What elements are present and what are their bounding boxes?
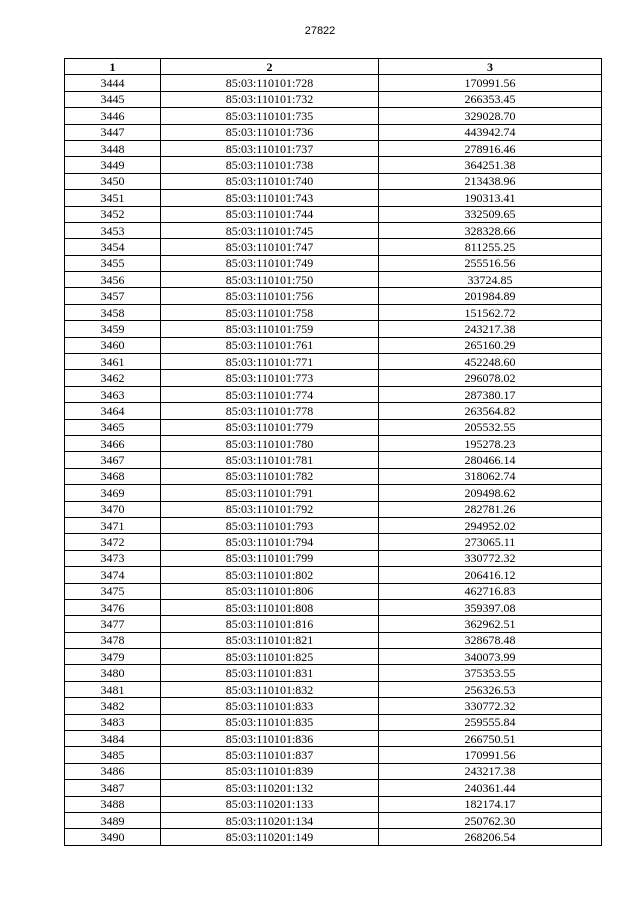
table-cell-col-2: 85:03:110101:794	[161, 534, 379, 550]
table-row	[65, 108, 602, 124]
table-row	[65, 124, 602, 140]
table-row	[65, 222, 602, 238]
table-row	[65, 567, 602, 583]
table-row	[65, 419, 602, 435]
table-cell-col-1: 3484	[65, 731, 161, 747]
table-cell-col-2: 85:03:110101:761	[161, 337, 379, 353]
table-cell-col-1: 3464	[65, 403, 161, 419]
table-row	[65, 665, 602, 681]
table-cell-col-3: 243217.38	[379, 763, 602, 779]
table-cell-col-2: 85:03:110101:732	[161, 91, 379, 107]
table-cell-col-1: 3454	[65, 239, 161, 255]
table-cell-col-3: 364251.38	[379, 157, 602, 173]
table-cell-col-1: 3452	[65, 206, 161, 222]
table-row	[65, 255, 602, 271]
table-row	[65, 780, 602, 796]
table-cell-col-1: 3456	[65, 272, 161, 288]
column-header-1: 1	[65, 59, 161, 75]
table-cell-col-2: 85:03:110101:758	[161, 304, 379, 320]
table-cell-col-2: 85:03:110101:759	[161, 321, 379, 337]
table-row	[65, 206, 602, 222]
table-cell-col-3: 33724.85	[379, 272, 602, 288]
table-cell-col-3: 250762.30	[379, 812, 602, 828]
table-row	[65, 272, 602, 288]
table-cell-col-2: 85:03:110101:749	[161, 255, 379, 271]
table-row	[65, 157, 602, 173]
table-cell-col-1: 3489	[65, 812, 161, 828]
table-cell-col-3: 318062.74	[379, 468, 602, 484]
table-cell-col-1: 3477	[65, 616, 161, 632]
table-cell-col-2: 85:03:110101:792	[161, 501, 379, 517]
table-cell-col-1: 3472	[65, 534, 161, 550]
table-cell-col-1: 3446	[65, 108, 161, 124]
table-cell-col-1: 3455	[65, 255, 161, 271]
table-cell-col-3: 282781.26	[379, 501, 602, 517]
table-cell-col-3: 328678.48	[379, 632, 602, 648]
table-row	[65, 452, 602, 468]
table-cell-col-1: 3451	[65, 190, 161, 206]
table-row	[65, 796, 602, 812]
table-cell-col-3: 332509.65	[379, 206, 602, 222]
table-cell-col-3: 266750.51	[379, 731, 602, 747]
table-cell-col-2: 85:03:110101:781	[161, 452, 379, 468]
table-cell-col-1: 3471	[65, 517, 161, 533]
table-cell-col-1: 3482	[65, 698, 161, 714]
table-row	[65, 403, 602, 419]
table-cell-col-3: 359397.08	[379, 599, 602, 615]
table-cell-col-2: 85:03:110101:745	[161, 222, 379, 238]
table-cell-col-3: 170991.56	[379, 75, 602, 91]
table-cell-col-1: 3450	[65, 173, 161, 189]
table-cell-col-2: 85:03:110101:750	[161, 272, 379, 288]
page-number: 27822	[304, 25, 336, 37]
table-cell-col-1: 3488	[65, 796, 161, 812]
table-row	[65, 501, 602, 517]
table-cell-col-2: 85:03:110101:832	[161, 681, 379, 697]
table-cell-col-3: 362962.51	[379, 616, 602, 632]
table-cell-col-1: 3467	[65, 452, 161, 468]
table-cell-col-3: 206416.12	[379, 567, 602, 583]
table-row	[65, 731, 602, 747]
table-cell-col-1: 3474	[65, 567, 161, 583]
table-cell-col-3: 280466.14	[379, 452, 602, 468]
column-header-3: 3	[379, 59, 602, 75]
table-cell-col-2: 85:03:110101:744	[161, 206, 379, 222]
table-cell-col-2: 85:03:110101:780	[161, 435, 379, 451]
table-cell-col-3: 443942.74	[379, 124, 602, 140]
table-cell-col-1: 3461	[65, 354, 161, 370]
table-cell-col-3: 294952.02	[379, 517, 602, 533]
table-cell-col-3: 151562.72	[379, 304, 602, 320]
table-cell-col-3: 375353.55	[379, 665, 602, 681]
table-cell-col-3: 340073.99	[379, 649, 602, 665]
table-row	[65, 91, 602, 107]
table-row	[65, 354, 602, 370]
table-row	[65, 190, 602, 206]
table-row	[65, 812, 602, 828]
table-cell-col-1: 3444	[65, 75, 161, 91]
table-cell-col-2: 85:03:110101:735	[161, 108, 379, 124]
table-cell-col-2: 85:03:110101:793	[161, 517, 379, 533]
table-cell-col-2: 85:03:110101:778	[161, 403, 379, 419]
table-cell-col-3: 452248.60	[379, 354, 602, 370]
table-cell-col-3: 296078.02	[379, 370, 602, 386]
column-header-2: 2	[161, 59, 379, 75]
table-cell-col-1: 3459	[65, 321, 161, 337]
table-row	[65, 649, 602, 665]
table-cell-col-1: 3462	[65, 370, 161, 386]
table-cell-col-2: 85:03:110201:134	[161, 812, 379, 828]
table-cell-col-1: 3457	[65, 288, 161, 304]
table-header	[65, 59, 602, 75]
table-row	[65, 698, 602, 714]
table-cell-col-2: 85:03:110101:779	[161, 419, 379, 435]
table-cell-col-2: 85:03:110101:837	[161, 747, 379, 763]
table-cell-col-3: 213438.96	[379, 173, 602, 189]
table-cell-col-3: 330772.32	[379, 550, 602, 566]
table-cell-col-2: 85:03:110101:791	[161, 485, 379, 501]
table-cell-col-3: 462716.83	[379, 583, 602, 599]
table-cell-col-3: 243217.38	[379, 321, 602, 337]
table-cell-col-2: 85:03:110101:799	[161, 550, 379, 566]
table-cell-col-1: 3466	[65, 435, 161, 451]
table-cell-col-2: 85:03:110101:737	[161, 140, 379, 156]
table-row	[65, 632, 602, 648]
table-cell-col-1: 3469	[65, 485, 161, 501]
table-cell-col-3: 205532.55	[379, 419, 602, 435]
table-row	[65, 321, 602, 337]
table-cell-col-3: 287380.17	[379, 386, 602, 402]
table-cell-col-1: 3481	[65, 681, 161, 697]
table-cell-col-3: 195278.23	[379, 435, 602, 451]
table-row	[65, 140, 602, 156]
data-table	[64, 58, 602, 846]
table-cell-col-1: 3460	[65, 337, 161, 353]
table-cell-col-1: 3458	[65, 304, 161, 320]
table-cell-col-1: 3483	[65, 714, 161, 730]
table-cell-col-3: 263564.82	[379, 403, 602, 419]
table-cell-col-2: 85:03:110101:743	[161, 190, 379, 206]
table-body	[65, 75, 602, 845]
table-row	[65, 468, 602, 484]
table-cell-col-2: 85:03:110101:747	[161, 239, 379, 255]
table-row	[65, 75, 602, 91]
table-row	[65, 714, 602, 730]
table-cell-col-2: 85:03:110101:782	[161, 468, 379, 484]
table-cell-col-2: 85:03:110201:149	[161, 829, 379, 845]
table-cell-col-1: 3473	[65, 550, 161, 566]
table-cell-col-1: 3479	[65, 649, 161, 665]
table-cell-col-1: 3490	[65, 829, 161, 845]
table-cell-col-1: 3480	[65, 665, 161, 681]
table-cell-col-3: 265160.29	[379, 337, 602, 353]
table-row	[65, 616, 602, 632]
header-row	[65, 59, 602, 75]
table-cell-col-2: 85:03:110101:821	[161, 632, 379, 648]
table-cell-col-2: 85:03:110101:771	[161, 354, 379, 370]
table-cell-col-1: 3486	[65, 763, 161, 779]
table-cell-col-2: 85:03:110101:736	[161, 124, 379, 140]
table-row	[65, 239, 602, 255]
table-cell-col-2: 85:03:110101:816	[161, 616, 379, 632]
table-cell-col-3: 278916.46	[379, 140, 602, 156]
table-cell-col-2: 85:03:110101:806	[161, 583, 379, 599]
table-cell-col-1: 3468	[65, 468, 161, 484]
table-cell-col-3: 266353.45	[379, 91, 602, 107]
table-row	[65, 747, 602, 763]
table-cell-col-1: 3485	[65, 747, 161, 763]
table-cell-col-2: 85:03:110101:833	[161, 698, 379, 714]
table-cell-col-2: 85:03:110101:808	[161, 599, 379, 615]
table-cell-col-3: 201984.89	[379, 288, 602, 304]
table-cell-col-2: 85:03:110101:738	[161, 157, 379, 173]
table-row	[65, 583, 602, 599]
table-cell-col-2: 85:03:110101:825	[161, 649, 379, 665]
table-cell-col-1: 3487	[65, 780, 161, 796]
table-cell-col-2: 85:03:110101:756	[161, 288, 379, 304]
table-row	[65, 337, 602, 353]
table-cell-col-2: 85:03:110101:839	[161, 763, 379, 779]
table-cell-col-2: 85:03:110201:132	[161, 780, 379, 796]
table-cell-col-3: 811255.25	[379, 239, 602, 255]
table-cell-col-1: 3449	[65, 157, 161, 173]
table-cell-col-1: 3445	[65, 91, 161, 107]
table-row	[65, 435, 602, 451]
table-cell-col-2: 85:03:110101:773	[161, 370, 379, 386]
table-cell-col-3: 259555.84	[379, 714, 602, 730]
table-row	[65, 763, 602, 779]
table-cell-col-3: 182174.17	[379, 796, 602, 812]
table-cell-col-3: 268206.54	[379, 829, 602, 845]
table-cell-col-2: 85:03:110101:835	[161, 714, 379, 730]
table-cell-col-1: 3475	[65, 583, 161, 599]
table-cell-col-2: 85:03:110101:836	[161, 731, 379, 747]
table-cell-col-1: 3463	[65, 386, 161, 402]
table-row	[65, 534, 602, 550]
table-row	[65, 370, 602, 386]
table-cell-col-3: 329028.70	[379, 108, 602, 124]
table-cell-col-2: 85:03:110201:133	[161, 796, 379, 812]
table-cell-col-3: 273065.11	[379, 534, 602, 550]
table-cell-col-3: 255516.56	[379, 255, 602, 271]
table-cell-col-2: 85:03:110101:774	[161, 386, 379, 402]
table-cell-col-1: 3470	[65, 501, 161, 517]
table-row	[65, 288, 602, 304]
table-cell-col-3: 190313.41	[379, 190, 602, 206]
table-row	[65, 386, 602, 402]
table-cell-col-2: 85:03:110101:740	[161, 173, 379, 189]
table-cell-col-3: 330772.32	[379, 698, 602, 714]
table-cell-col-1: 3465	[65, 419, 161, 435]
table-cell-col-1: 3448	[65, 140, 161, 156]
table-row	[65, 681, 602, 697]
table-cell-col-3: 240361.44	[379, 780, 602, 796]
table-row	[65, 485, 602, 501]
table-cell-col-3: 209498.62	[379, 485, 602, 501]
table-row	[65, 304, 602, 320]
table-row	[65, 173, 602, 189]
table-cell-col-3: 256326.53	[379, 681, 602, 697]
table-cell-col-3: 328328.66	[379, 222, 602, 238]
table-row	[65, 599, 602, 615]
table-cell-col-1: 3478	[65, 632, 161, 648]
table-row	[65, 517, 602, 533]
table-row	[65, 550, 602, 566]
table-cell-col-1: 3447	[65, 124, 161, 140]
table-cell-col-3: 170991.56	[379, 747, 602, 763]
table-cell-col-1: 3453	[65, 222, 161, 238]
table-row	[65, 829, 602, 845]
table-cell-col-2: 85:03:110101:802	[161, 567, 379, 583]
table-cell-col-2: 85:03:110101:728	[161, 75, 379, 91]
table-cell-col-1: 3476	[65, 599, 161, 615]
table-cell-col-2: 85:03:110101:831	[161, 665, 379, 681]
